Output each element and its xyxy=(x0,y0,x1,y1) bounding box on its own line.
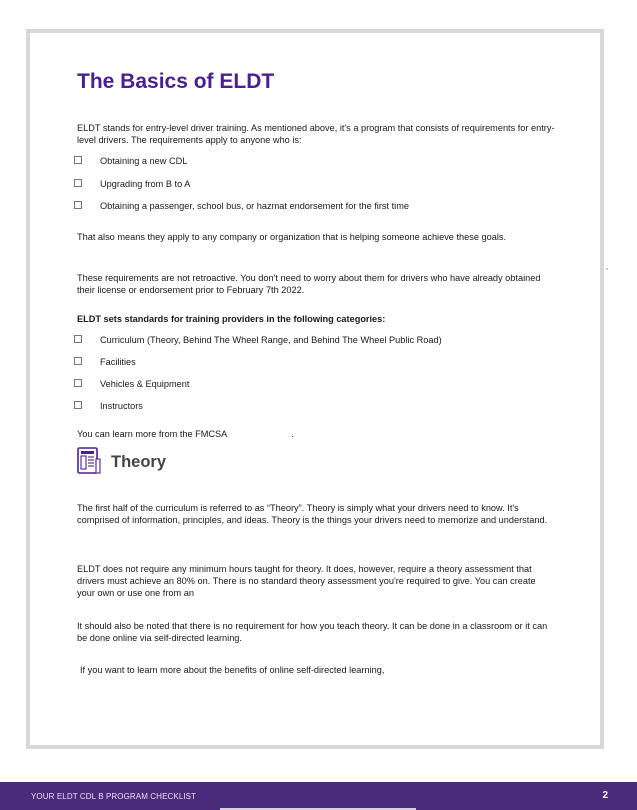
checkbox[interactable] xyxy=(74,357,82,365)
checklist-item-label: Curriculum (Theory, Behind The Wheel Range, and Behind The Wheel Public Road) xyxy=(100,335,442,345)
intro-paragraph: ELDT stands for entry-level driver training. As mentioned above, it's a program that consists of requirements for entry-level drivers. The requirements apply to anyone who is: xyxy=(77,123,555,145)
page-title: The Basics of ELDT xyxy=(77,70,275,93)
checkbox[interactable] xyxy=(74,379,82,387)
checklist-item[interactable] xyxy=(74,334,574,346)
page-number: 2 xyxy=(602,790,608,801)
checklist-item[interactable] xyxy=(74,356,574,368)
also-means-paragraph: That also means they apply to any company or organization that is helping someone achieve these goals. xyxy=(77,232,507,242)
checkbox[interactable] xyxy=(74,179,82,187)
standards-heading: ELDT sets standards for training providers in the following categories: xyxy=(77,314,386,324)
learn-more-text: You can learn more from the FMCSA xyxy=(77,429,228,439)
checklist-item-label: Facilities xyxy=(100,357,136,367)
checklist-item-label: Instructors xyxy=(100,401,143,411)
checkbox[interactable] xyxy=(74,201,82,209)
checklist-item[interactable] xyxy=(74,200,574,212)
checklist-item[interactable] xyxy=(74,155,574,167)
checkbox[interactable] xyxy=(74,335,82,343)
footer-label: YOUR ELDT CDL B PROGRAM CHECKLIST xyxy=(31,792,197,801)
checklist-item-label: Obtaining a new CDL xyxy=(100,156,188,166)
checklist-item[interactable] xyxy=(74,178,574,190)
theory-paragraph: The first half of the curriculum is referred to as “Theory”. Theory is simply what your drivers need to know. It's comprised of information, principles, and ideas. Theory is the things your drivers need to memorize and understand. xyxy=(77,503,548,525)
theory-paragraph: It should also be noted that there is no requirement for how you teach theory. It can be done in a classroom or it can be done online via self-directed learning. xyxy=(77,621,548,643)
theory-paragraph: ELDT does not require any minimum hours taught for theory. It does, however, require a theory assessment that drivers must achieve an 80% on. There is no standard theory assessment you're required to give. You can create your own or use one from an xyxy=(77,564,536,598)
not-retroactive-paragraph: These requirements are not retroactive. You don't need to worry about them for drivers who have already obtained their license or endorsement prior to February 7th 2022. xyxy=(77,273,541,295)
checklist-item[interactable] xyxy=(74,378,574,390)
learn-more-line xyxy=(77,428,294,440)
edge-mark xyxy=(606,268,608,270)
checklist-item-label: Obtaining a passenger, school bus, or hazmat endorsement for the first time xyxy=(100,201,409,211)
checklist-item[interactable] xyxy=(74,400,574,412)
document-icon xyxy=(77,447,101,475)
checklist-item-label: Vehicles & Equipment xyxy=(100,379,190,389)
checkbox[interactable] xyxy=(74,401,82,409)
checkbox[interactable] xyxy=(74,156,82,164)
checklist-item-label: Upgrading from B to A xyxy=(100,179,191,189)
footer-bar xyxy=(0,782,637,810)
section-title: Theory xyxy=(111,453,167,471)
learn-more-period: . xyxy=(291,429,294,439)
theory-paragraph: If you want to learn more about the benefits of online self-directed learning, xyxy=(80,665,385,675)
